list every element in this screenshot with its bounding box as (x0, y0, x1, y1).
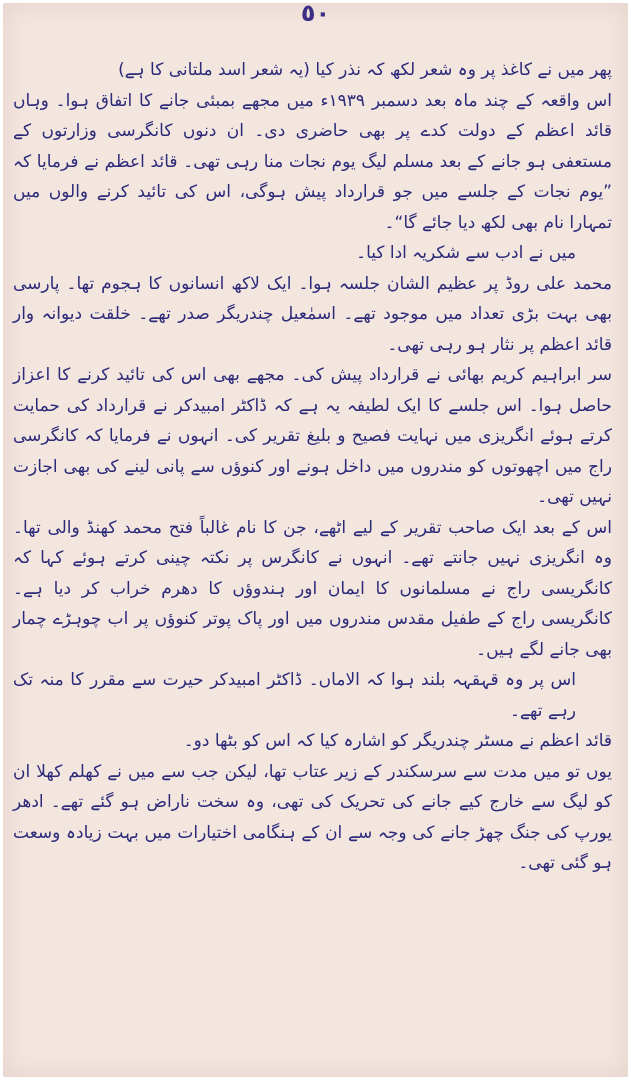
body-text (13, 55, 612, 879)
paragraph-intro-verse: پھر میں نے کاغذ پر وہ شعر لکھ کہ نذر کیا (یہ شعر اسد ملتانی کا ہے) (118, 60, 612, 80)
paragraph-second-speaker: اس کے بعد ایک صاحب تقریر کے لیے اٹھے، جن کا نام غالباً فتح محمد کھنڈ والی تھا۔ وہ انگریزی نہیں جانتے تھے۔ انہوں نے کانگرس پر نکتہ چینی کرتے ہوئے کہا کہ کانگریسی راج نے مسلمانوں کا ایمان اور ہندوؤں کا دھرم خراب کر دیا ہے۔ کانگریسی راج کے طفیل مقدس مندروں میں اور پاک پوتر کنوؤں پر اب چوہڑے چمار بھی جانے لگے ہیں۔ (13, 517, 612, 660)
page-number: ٥٠ (300, 3, 331, 27)
paragraph-sir-sikandar: یوں تو میں مدت سے سرسکندر کے زیر عتاب تھا، لیکن جب سے میں نے کھلم کھلا ان کو لیگ سے خارج کیے جانے کی تحریک کی تھی، وہ سخت ناراض ہو گئے تھے۔ ادھر یورپ کی جنگ چھڑ جانے کی وجہ سے ان کے ہنگامی اختیارات میں بہت زیادہ وسعت ہو گئی تھی۔ (13, 761, 612, 873)
paragraph-sit-down: قائد اعظم نے مسٹر چندریگر کو اشارہ کیا کہ اس کو بٹھا دو۔ (183, 731, 612, 751)
paragraph-bombay-visit: اس واقعہ کے چند ماہ بعد دسمبر ۱۹۳۹ء میں مجھے بمبئی جانے کا اتفاق ہوا۔ وہاں قائد اعظم کے دولت کدے پر بھی حاضری دی۔ ان دنوں کانگرسی وزارتوں کے مستعفی ہو جانے کے بعد مسلم لیگ یوم نجات منا رہی تھی۔ قائد اعظم نے فرمایا کہ ”یوم نجات کے جلسے میں جو قرارداد پیش ہوگی، اس کی تائید کرنے والوں میں تمہارا نام بھی لکھ دیا جائے گا“۔ (13, 90, 612, 233)
paragraph-laughter: اس پر وہ قہقہہ بلند ہوا کہ الاماں۔ ڈاکٹر امبیدکر حیرت سے مقرر کا منہ تک رہے تھے۔ (13, 670, 576, 721)
paragraph-resolution: سر ابراہیم کریم بھائی نے قرارداد پیش کی۔ مجھے بھی اس کی تائید کرنے کا اعزاز حاصل ہوا۔ اس جلسے کا ایک لطیفہ یہ ہے کہ ڈاکٹر امبیدکر نے قرارداد کی حمایت کرتے ہوئے انگریزی میں نہایت فصیح و بلیغ تقریر کی۔ انہوں نے فرمایا کہ کانگرسی راج میں اچھوتوں کو مندروں میں داخل ہونے اور کنوؤں سے پانی لینے کی بھی اجازت نہیں تھی۔ (13, 365, 612, 507)
manuscript-page (3, 3, 628, 1077)
paragraph-public-meeting: محمد علی روڈ پر عظیم الشان جلسہ ہوا۔ ایک لاکھ انسانوں کا ہجوم تھا۔ پارسی بھی بہت بڑی تعداد میں موجود تھے۔ اسمٰعیل چندریگر صدر تھے۔ خلقت دیوانہ وار قائد اعظم پر نثار ہو رہی تھی۔ (13, 273, 612, 355)
paragraph-thanks: میں نے ادب سے شکریہ ادا کیا۔ (356, 243, 576, 263)
